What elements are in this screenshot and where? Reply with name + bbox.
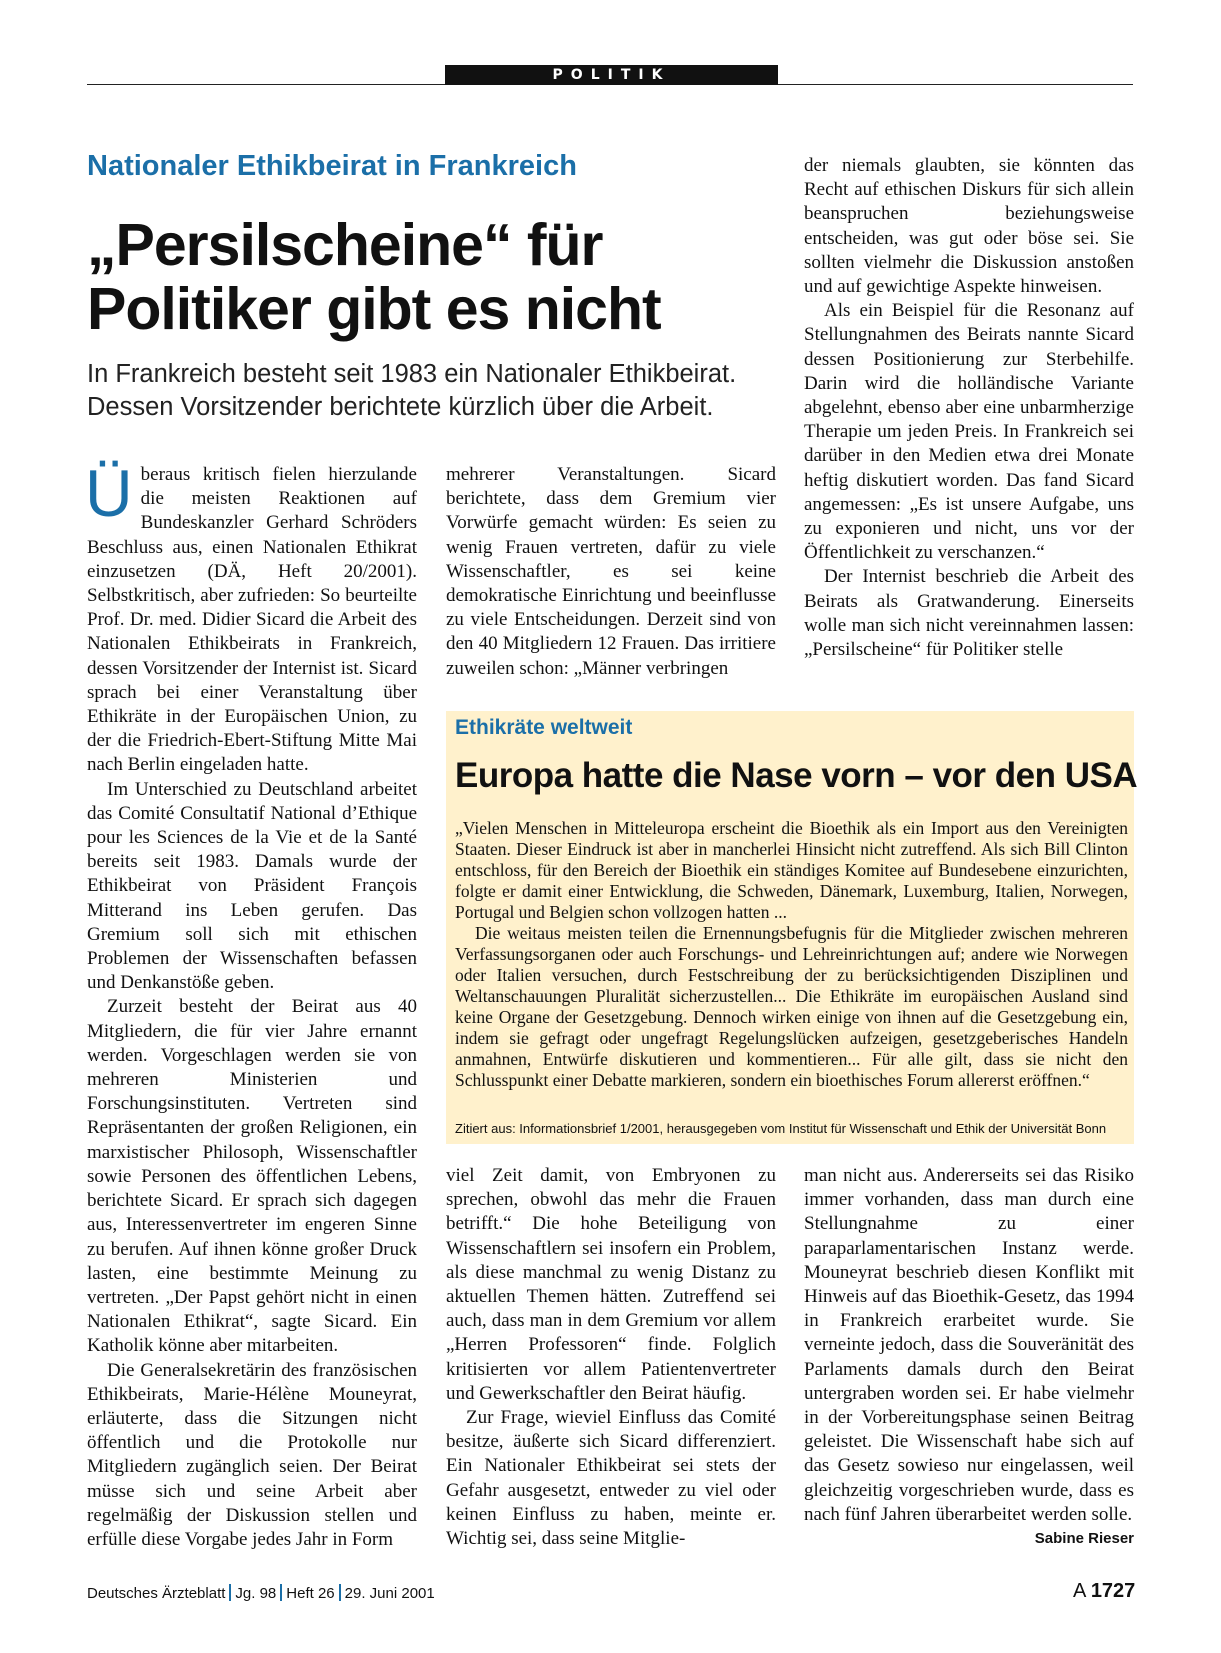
article-paragraph: Zurzeit besteht der Beirat aus 40 Mitgliedern, die für vier Jahre ernannt werden. Vorgeschlagen werden sie von mehreren Ministerien und Forschungsinstituten. Vertreten sind Repräsentanten der großen Religionen, ein marxistischer Philosoph, Wissenschaftler sowie Personen des öffentlichen Lebens, berichtete Sicard. Er sprach sich dagegen aus, Interessenvertreter im engeren Sinne zu berufen. Auf ihnen könne großer Druck lasten, eine bestimmte Meinung zu vertreten. „Der Papst gehört nicht in einen Nationalen Ethikrat“, sagte Sicard. Ein Katholik könne aber mitarbeiten. (87, 996, 417, 1357)
page-prefix: A (1073, 1580, 1086, 1602)
footer-separator (229, 1584, 231, 1601)
article-paragraph (85, 456, 417, 778)
sidebar-paragraph: „Vielen Menschen in Mitteleuropa erscheint die Bioethik als ein Import aus den Vereinigten Staaten. Dieser Eindruck ist aber in mancherlei Hinsicht nicht zutreffend. Als sich Bill Clinton entschloss, für den Bereich der Bioethik ein ständiges Komitee auf Bundesebene einzurichten, folgte er damit einer Entwicklung, die Schweden, Dänemark, Luxemburg, Italien, Norwegen, Portugal und Belgien schon vollzogen hatten ... (455, 818, 1128, 922)
article-column-3-top (804, 154, 1134, 662)
footer-volume: Jg. 98 (235, 1585, 277, 1602)
article-paragraph: Der Internist beschrieb die Arbeit des Beirats als Gratwanderung. Einerseits wolle man sich nicht vereinnahmen lassen: „Persilscheine“ für Politiker stelle (804, 566, 1134, 661)
article-paragraph (804, 1164, 1134, 1548)
article-column-3-bottom (804, 1164, 1134, 1551)
article-column-2-top (446, 463, 776, 681)
footer-date: 29. Juni 2001 (344, 1585, 435, 1602)
paragraph-text: beraus kritisch fielen hierzulande die meisten Reaktionen auf Bundeskanzler Gerhard Schröders Beschluss aus, einen Nationalen Ethikrat einzusetzen (DÄ, Heft 20/2001). Selbstkritisch, aber zufrieden: So beurteilte Prof. Dr. med. Didier Sicard die Arbeit des Nationalen Ethikbeirats in Frankreich, dessen Vorsitzender der Internist ist. Sicard sprach bei einer Veranstaltung über Ethikräte in der Europäischen Union, zu der die Friedrich-Ebert-Stiftung Mitte Mai nach Berlin eingeladen hatte. (87, 464, 417, 776)
article-headline (87, 213, 787, 341)
sidebar-source: Zitiert aus: Informationsbrief 1/2001, herausgegeben vom Institut für Wissenschaft und Ethik der Universität Bonn (455, 1121, 1107, 1136)
article-paragraph: Zur Frage, wieviel Einfluss das Comité besitze, äußerte sich Sicard differenziert. Ein Nationaler Ethikbeirat sei stets der Gefahr ausgesetzt, entweder zu viel oder keinen Einfluss zu haben, meinte er. Wichtig sei, dass seine Mitglie- (446, 1407, 776, 1550)
sidebar-paragraph: Die weitaus meisten teilen die Ernennungsbefugnis für die Mitglieder zwischen mehreren Verfassungsorganen oder auch Forschungs- und Lehreinrichtungen auf; andere wie Norwegen oder Italien versuchen, durch Festschreibung der zu berücksichtigenden Disziplinen und Weltanschauungen Pluralität sicherzustellen... Die Ethikräte im europäischen Ausland sind keine Organe der Gesetzgebung. Dennoch wirken einige von ihnen auf die Gesetzgebung ein, indem sie gefragt oder ungefragt Regelungslücken aufzeigen, gesetzgeberisches Handeln anmahnen, Entwürfe diskutieren und kommentieren... Für alle gilt, dass sie nicht den Schlusspunkt einer Debatte markieren, sondern ein bioethisches Forum allererst eröffnen.“ (455, 923, 1128, 1090)
headline-line-2: Politiker gibt es nicht (87, 276, 661, 342)
article-column-1 (85, 456, 417, 1552)
article-paragraph: mehrerer Veranstaltungen. Sicard berichtete, dass dem Gremium vier Vorwürfe gemacht würden: Es seien zu wenig Frauen vertreten, dafür zu viele Wissenschaftler, es sei keine demokratische Einrichtung und beeinflusse zu viele Entscheidungen. Derzeit sind von den 40 Mitgliedern 12 Frauen. Das irritiere zuweilen schon: „Männer verbringen (446, 464, 776, 679)
drop-cap: Ü (85, 456, 133, 530)
page-number-value: 1727 (1090, 1580, 1136, 1602)
section-label: POLITIK (445, 65, 778, 85)
lead-line-2: Dessen Vorsitzender berichtete kürzlich über die Arbeit. (87, 393, 714, 421)
footer-issue: Heft 26 (286, 1585, 335, 1602)
author-byline: Sabine Rieser (1034, 1530, 1134, 1548)
article-lead (87, 358, 787, 424)
article-paragraph: Die Generalsekretärin des französischen Ethikbeirats, Marie-Hélène Mouneyrat, erläuterte, dass die Sitzungen nicht öffentlich und die Protokolle nur Mitgliedern zugänglich seien. Der Beirat müsse sich und seine Arbeit aber regelmäßig der Diskussion stellen und erfülle diese Vorgabe jedes Jahr in Form (87, 1359, 417, 1550)
sidebar-text (455, 818, 1128, 1091)
article-paragraph: viel Zeit damit, von Embryonen zu sprechen, obwohl das mehr die Frauen betrifft.“ Die hohe Beteiligung von Wissenschaftlern sei insofern ein Problem, als diese manchmal zu wenig Distanz zu aktuellen Themen hätten. Zutreffend sei auch, dass man in dem Gremium vor allem „Herren Professoren“ finde. Folglich kritisierten vor allem Patientenvertreter und Gewerkschaftler den Beirat häufig. (446, 1165, 776, 1404)
lead-line-1: In Frankreich besteht seit 1983 ein Nationaler Ethikbeirat. (87, 360, 737, 388)
page-number (1073, 1580, 1135, 1603)
article-paragraph: Im Unterschied zu Deutschland arbeitet das Comité Consultatif National d’Ethique pour les Sciences de la Vie et de la Santé bereits seit 1983. Damals wurde der Ethikbeirat von Präsident François Mitterand ins Leben gerufen. Das Gremium soll sich mit ethischen Problemen der Wissenschaften befassen und Denkanstöße geben. (87, 778, 417, 994)
sidebar-title: Europa hatte die Nase vorn – vor den USA (455, 756, 1138, 795)
paragraph-text: man nicht aus. Andererseits sei das Risiko immer vorhanden, dass man durch eine Stellungnahme zu einer paraparlamentarischen Instanz werde. Mouneyrat beschrieb diesen Konflikt mit Hinweis auf das Bioethik-Gesetz, das 1994 in Frankreich erarbeitet wurde. Sie verneinte jedoch, dass die Souveränität des Parlaments damals durch den Beirat untergraben worden sei. Er habe vielmehr in der Vorbereitungsphase seinen Beitrag geleistet. Die Wissenschaft habe sich auf das Gesetz sowieso nur eingelassen, weil gleichzeitig vorgeschrieben wurde, dass es nach fünf Jahren überarbeitet werden solle. (804, 1165, 1134, 1525)
footer-publication: Deutsches Ärzteblatt (87, 1585, 226, 1602)
footer-separator (280, 1584, 282, 1601)
article-paragraph: Als ein Beispiel für die Resonanz auf Stellungnahmen des Beirats nannte Sicard dessen Positionierung zur Sterbehilfe. Darin wird die holländische Variante abgelehnt, ebenso aber eine unbarmherzige Therapie um jeden Preis. In Frankreich sei darüber in den Medien etwa drei Monate heftig diskutiert worden. Das fand Sicard angemessen: „Es ist unsere Aufgabe, uns zu exponieren und nicht, uns vor der Öffentlichkeit zu verschanzen.“ (804, 300, 1134, 564)
article-paragraph: der niemals glaubten, sie könnten das Recht auf ethischen Diskurs für sich allein beanspruchen beziehungsweise entscheiden, was gut oder böse sei. Sie sollten vielmehr die Diskussion anstoßen und auf gewichtige Aspekte hinweisen. (804, 155, 1134, 298)
headline-line-1: „Persilscheine“ für (87, 212, 603, 278)
sidebar-kicker: Ethikräte weltweit (455, 716, 633, 739)
article-column-2-bottom (446, 1164, 776, 1551)
footer-citation (87, 1584, 435, 1602)
footer-separator (339, 1584, 341, 1601)
article-kicker: Nationaler Ethikbeirat in Frankreich (87, 150, 577, 182)
